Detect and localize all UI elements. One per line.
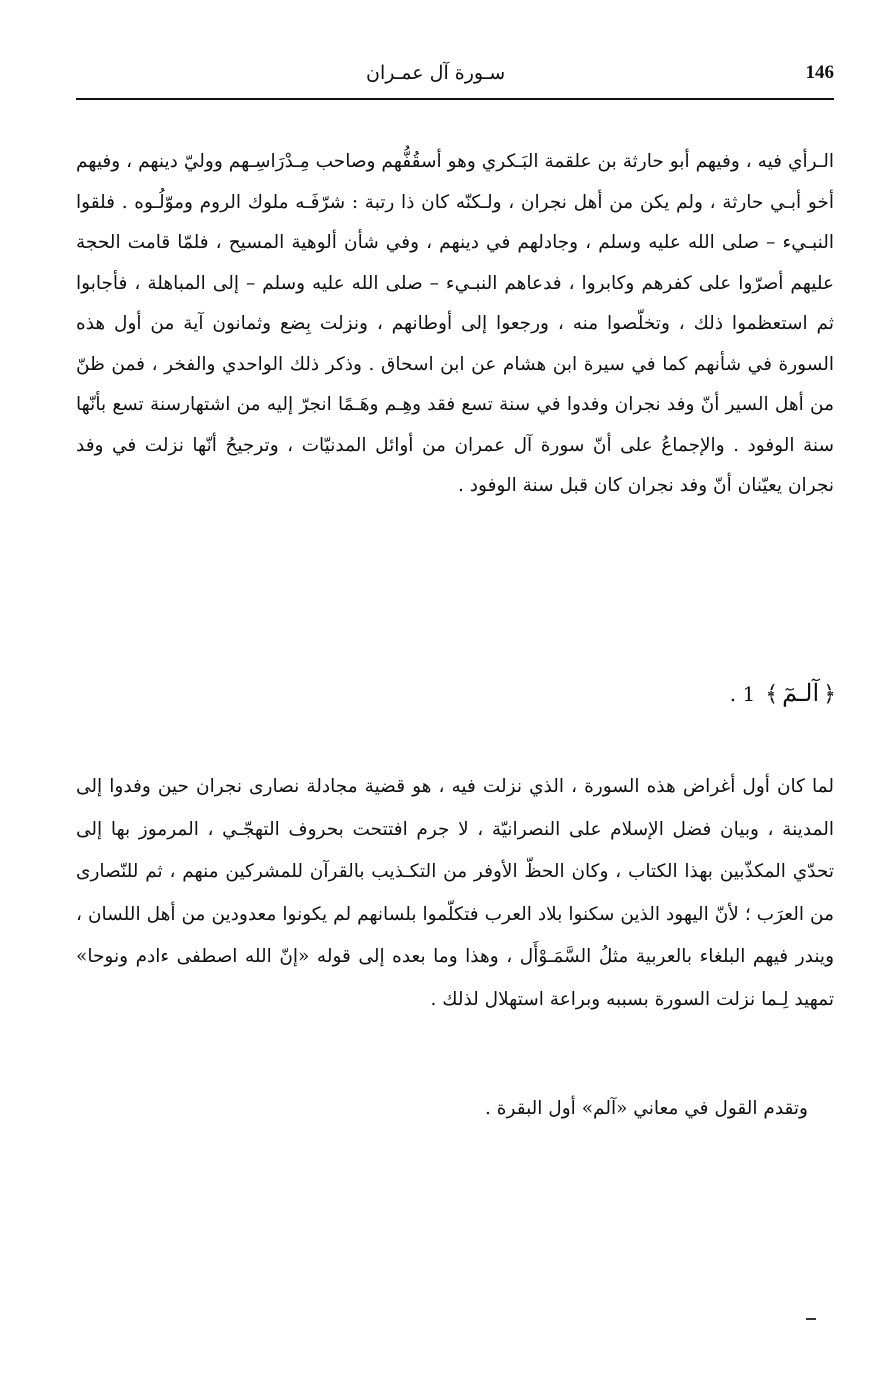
intro-paragraph-text: الـرأي فيه ، وفيهم أبو حارثة بن علقمة البَـكري وهو أسقُفُّهم وصاحب مِـدْرَاسِـهم ووليّ دينهم ، وفيهم أخو أبـي حارثة ، ولم يكن من أهل نجران ، ولـكنّه كان ذا رتبة : شرّفَـه ملوك الروم وموّلُـوه . فلقوا النبـيء – صلى الله عليه وسلم ، وجادلهم في دينهم ، وفي شأن ألوهية المسيح ، فلمّا قامت الحجة عليهم أصرّوا على كفرهم وكابروا ، فدعاهم النبـيء – صلى الله عليه وسلم – إلى المباهلة ، فأجابوا ثم استعظموا ذلك ، وتخلّصوا منه ، ورجعوا إلى أوطانهم ، ونزلت بِضع وثمانون آية من أول هذه السورة في شأنهم كما في سيرة ابن هشام عن ابن اسحاق . وذكر ذلك الواحدي والفخر ، فمن ظنّ من أهل السير أنّ وفد نجران وفدوا في سنة تسع فقد وهِـم وهَـمًا انجرّ إليه من اشتهارسنة تسع بأنّها سنة الوفود . والإجماعُ على أنّ سورة آل عمران من أوائل المدنيّات ، وترجيحُ أنّها نزلت في وفد نجران يعيّنان أنّ وفد نجران كان قبل سنة الوفود . <box>76 151 834 496</box>
closing-paragraph-text: وتقدم القول في معاني «آلم» أول البقرة . <box>485 1098 808 1119</box>
commentary-paragraph <box>76 766 834 1021</box>
intro-paragraph <box>76 142 834 507</box>
verse-close-ornament: ﴾ <box>765 682 779 707</box>
verse-text: آلـمٓ <box>782 679 820 707</box>
verse-heading <box>600 668 840 718</box>
closing-paragraph <box>76 1088 834 1130</box>
verse-open-ornament: ﴿ <box>823 682 836 707</box>
page-number: 146 <box>805 62 834 83</box>
page-header <box>76 62 834 102</box>
verse-number: 1 . <box>729 682 756 706</box>
page-corner-mark <box>806 1318 816 1320</box>
commentary-paragraph-text: لما كان أول أغراض هذه السورة ، الذي نزلت فيه ، هو قضية مجادلة نصارى نجران حين وفدوا إلى المدينة ، وبيان فضل الإسلام على النصرانيّة ، لا جرم افتتحت بحروف التهجّـي ، المرموز بها إلى تحدّي المكذّبين بهذا الكتاب ، وكان الحظّ الأوفر من التكـذيب بالقرآن للمشركين منهم ، ثم للنّصارى من العرَب ؛ لأنّ اليهود الذين سكنوا بلاد العرب فتكلّموا بلسانهم لم يكونوا معدودين من أهل اللسان ، ويندر فيهم البلغاء بالعربية مثلُ السَّمَـوْأَل ، وهذا وما بعده إلى قوله «إنّ الله اصطفى ءادم ونوحا» تمهيد لِـما نزلت السورة بسببه وبراعة استهلال لذلك . <box>76 776 834 1010</box>
header-rule <box>76 98 834 100</box>
running-title: سـورة آل عمـران <box>366 62 506 84</box>
